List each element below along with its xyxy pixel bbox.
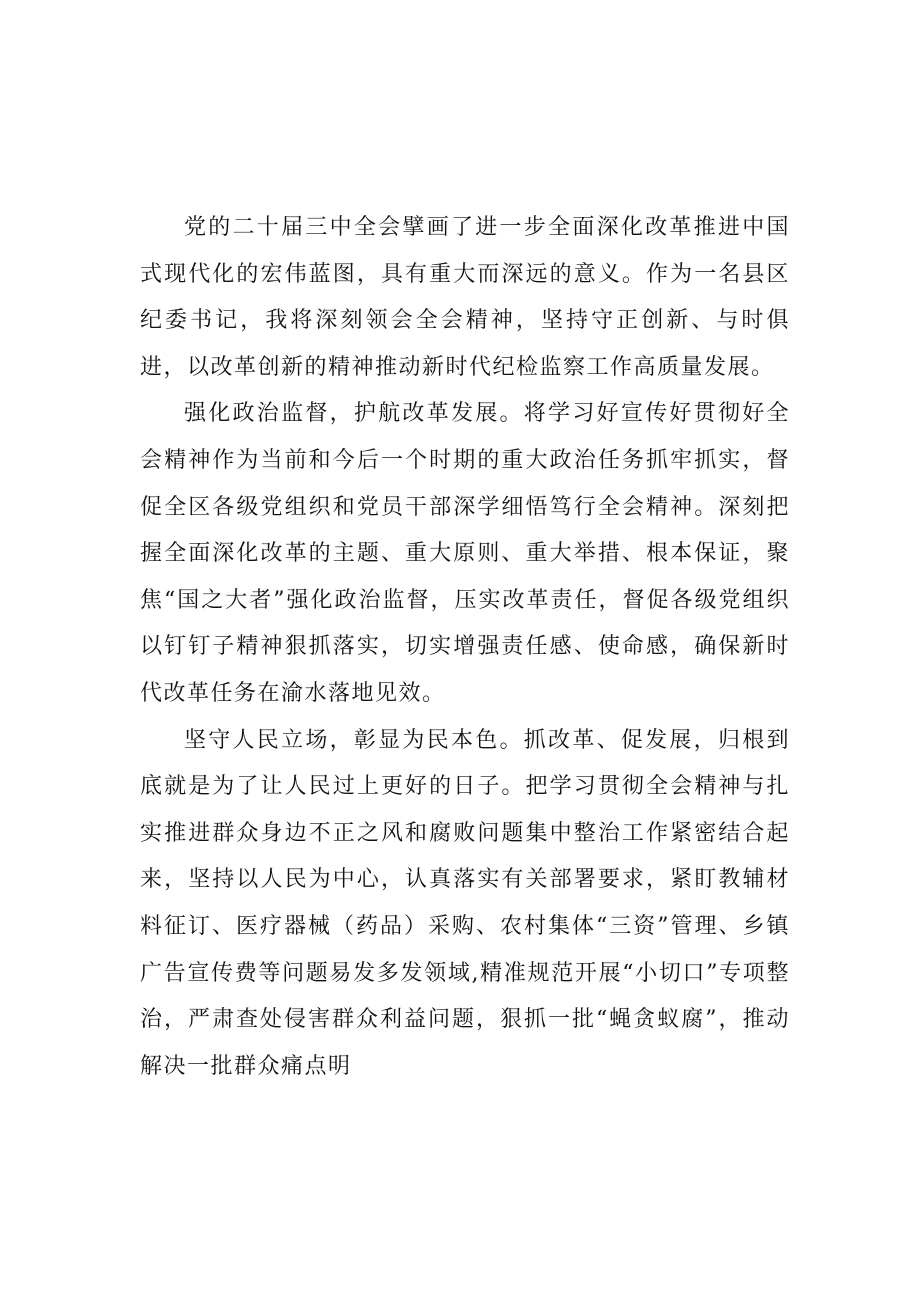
paragraph-intro: 党的二十届三中全会擘画了进一步全面深化改革推进中国式现代化的宏伟蓝图，具有重大而深远的意义。作为一名县区纪委书记，我将深刻领会全会精神，坚持守正创新、与时俱进，以改革创新的精神推动新时代纪检监察工作高质量发展。 xyxy=(140,215,790,380)
paragraph-people-stance: 坚守人民立场，彰显为民本色。抓改革、促发展，归根到底就是为了让人民过上更好的日子。把学习贯彻全会精神与扎实推进群众身边不正之风和腐败问题集中整治工作紧密结合起来，坚持以人民为中心，认真落实有关部署要求，紧盯教辅材料征订、医疗器械（药品）采购、农村集体“三资”管理、乡镇广告宣传费等问题易发多发领域,精准规范开展“小切口”专项整治，严肃查处侵害群众利益问题，狠抓一批“蝇贪蚁腐”，推动解决一批群众痛点明 xyxy=(140,727,790,1079)
paragraph-political-supervision: 强化政治监督，护航改革发展。将学习好宣传好贯彻好全会精神作为当前和今后一个时期的重大政治任务抓牢抓实，督促全区各级党组织和党员干部深学细悟笃行全会精神。深刻把握全面深化改革的主题、重大原则、重大举措、根本保证，聚焦“国之大者”强化政治监督，压实改革责任，督促各级党组织以钉钉子精神狠抓落实，切实增强责任感、使命感，确保新时代改革任务在渝水落地见效。 xyxy=(140,401,790,706)
document-page xyxy=(140,205,790,1090)
